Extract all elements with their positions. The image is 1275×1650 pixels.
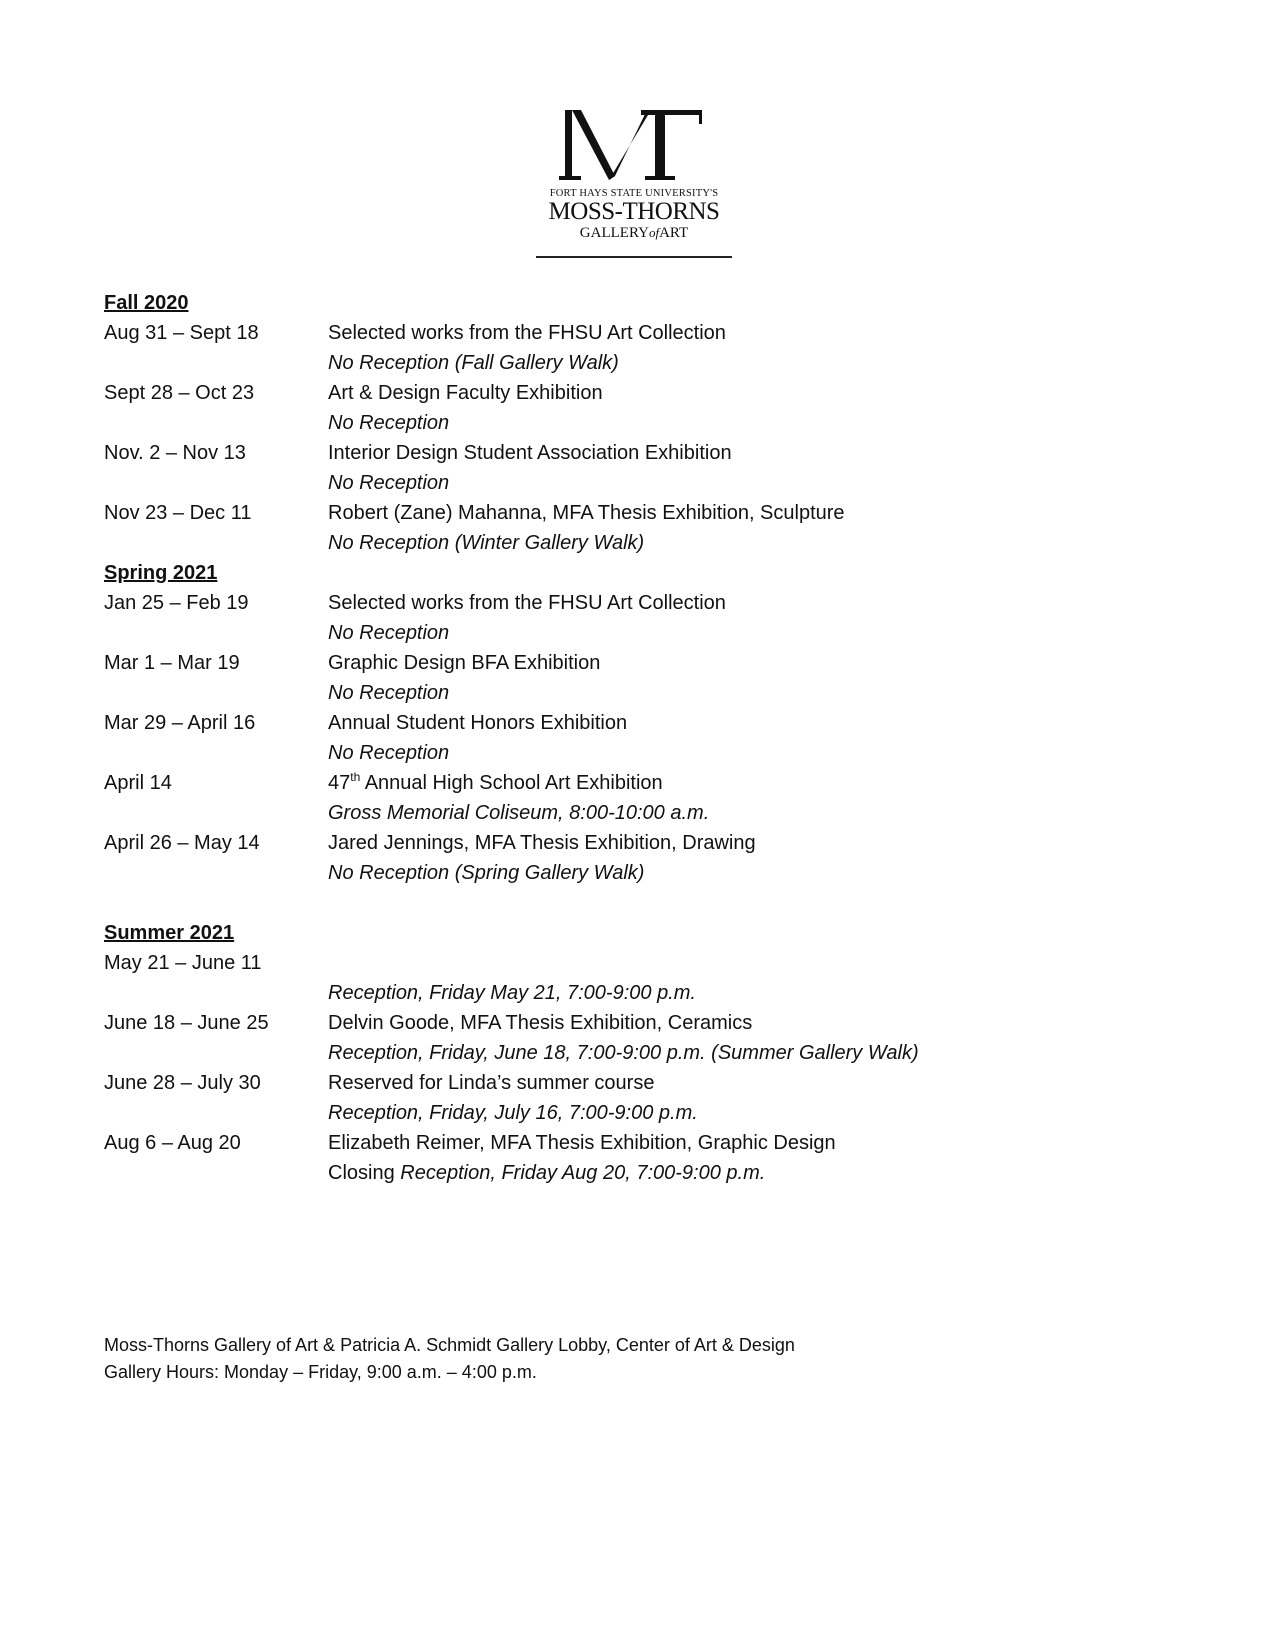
entry-note: No Reception — [328, 742, 450, 764]
section-spacer — [104, 888, 1154, 918]
schedule-entry — [104, 648, 1154, 708]
schedule-entry — [104, 1068, 1154, 1128]
entry-note: No Reception (Winter Gallery Walk) — [328, 532, 645, 554]
entry-note: Closing Reception, Friday Aug 20, 7:00-9:00 p.m. — [328, 1162, 766, 1184]
entry-title: Art & Design Faculty Exhibition — [328, 382, 603, 404]
entry-date: Nov 23 – Dec 11 — [104, 502, 252, 524]
entry-date: Mar 1 – Mar 19 — [104, 652, 240, 674]
schedule-entry — [104, 828, 1154, 888]
entry-title: Interior Design Student Association Exhibition — [328, 442, 732, 464]
footer-location: Moss-Thorns Gallery of Art & Patricia A. Schmidt Gallery Lobby, Center of Art & Design — [104, 1335, 795, 1355]
section-title-fall-2020: Fall 2020 — [104, 292, 189, 314]
schedule-entry — [104, 768, 1154, 828]
entry-note: No Reception — [328, 412, 450, 434]
entry-title: Robert (Zane) Mahanna, MFA Thesis Exhibition, Sculpture — [328, 502, 845, 524]
schedule-entry — [104, 708, 1154, 768]
entry-note: Reception, Friday, June 18, 7:00-9:00 p.m. (Summer Gallery Walk) — [328, 1042, 919, 1064]
entry-date: June 18 – June 25 — [104, 1012, 269, 1034]
entry-note: Gross Memorial Coliseum, 8:00-10:00 a.m. — [328, 802, 710, 824]
entry-date: April 14 — [104, 772, 172, 794]
entry-date: May 21 – June 11 — [104, 952, 262, 974]
mt-monogram-icon — [559, 102, 709, 184]
schedule-entry — [104, 1128, 1154, 1188]
section-title-spring-2021: Spring 2021 — [104, 562, 218, 584]
schedule-entry — [104, 1008, 1154, 1068]
entry-title: 47th Annual High School Art Exhibition — [328, 770, 663, 794]
entry-note: No Reception (Spring Gallery Walk) — [328, 862, 645, 884]
entry-title: Selected works from the FHSU Art Collection — [328, 322, 726, 344]
entry-date: April 26 – May 14 — [104, 832, 260, 854]
entry-note: Reception, Friday May 21, 7:00-9:00 p.m. — [328, 982, 696, 1004]
schedule-entry — [104, 948, 1154, 1008]
entry-date: Aug 31 – Sept 18 — [104, 322, 259, 344]
entry-title: Elizabeth Reimer, MFA Thesis Exhibition, Graphic Design — [328, 1132, 836, 1154]
logo-gallery: GALLERYofART — [579, 225, 689, 241]
entry-title: Graphic Design BFA Exhibition — [328, 652, 601, 674]
schedule-entry — [104, 378, 1154, 438]
entry-date: June 28 – July 30 — [104, 1072, 261, 1094]
entry-date: Nov. 2 – Nov 13 — [104, 442, 246, 464]
logo-name: MOSS-THORNS — [548, 198, 720, 225]
entry-date: Sept 28 – Oct 23 — [104, 382, 255, 404]
schedule-entry — [104, 318, 1154, 378]
schedule-entry — [104, 498, 1154, 558]
entry-date: Jan 25 – Feb 19 — [104, 592, 249, 614]
entry-note: No Reception — [328, 622, 450, 644]
entry-note: No Reception — [328, 682, 450, 704]
entry-note: No Reception — [328, 472, 450, 494]
entry-date: Mar 29 – April 16 — [104, 712, 256, 734]
entry-title — [328, 948, 696, 978]
entry-title: Jared Jennings, MFA Thesis Exhibition, Drawing — [328, 832, 756, 854]
entry-note: Reception, Friday, July 16, 7:00-9:00 p.m. — [328, 1102, 698, 1124]
entry-title: Reserved for Linda’s summer course — [328, 1072, 655, 1094]
gallery-logo — [536, 102, 732, 258]
entry-date: Aug 6 – Aug 20 — [104, 1132, 241, 1154]
entry-title: Selected works from the FHSU Art Collection — [328, 592, 726, 614]
entry-title: Annual Student Honors Exhibition — [328, 712, 628, 734]
exhibition-schedule — [104, 288, 1154, 1188]
footer-hours: Gallery Hours: Monday – Friday, 9:00 a.m. – 4:00 p.m. — [104, 1362, 537, 1382]
section-title-summer-2021: Summer 2021 — [104, 922, 235, 944]
entry-title: Delvin Goode, MFA Thesis Exhibition, Ceramics — [328, 1012, 753, 1034]
schedule-entry — [104, 588, 1154, 648]
schedule-entry — [104, 438, 1154, 498]
entry-note: No Reception (Fall Gallery Walk) — [328, 352, 619, 374]
logo-rule — [536, 256, 732, 258]
logo-university: FORT HAYS STATE UNIVERSITY'S — [549, 188, 719, 199]
footer — [104, 1332, 795, 1386]
